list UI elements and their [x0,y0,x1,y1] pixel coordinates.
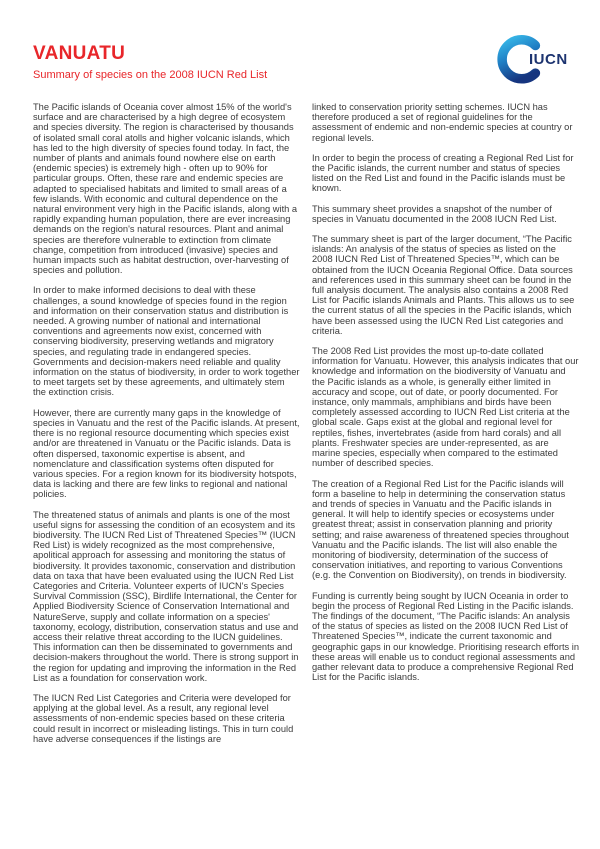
paragraph: This summary sheet provides a snapshot of the number of species in Vanuatu documented in the 2008 IUCN Red List. [312,203,557,224]
paragraph: The Pacific islands of Oceania cover almost 15% of the world's surface and are characterised by a high degree of ecosystem and species diversity. The region is characterised by thousands of isolated small coral atolls and higher volcanic islands, which has led to the high diversity of species found today. In fact, the number of plants and animals found nowhere else on earth (endemic species) is extremely high - often up to 90% for particular groups. Often, these rare and endemic species are adapted to specialised habitats and limited to small areas of a few islands. With economic and cultural dependence on the natural environment very high in the Pacific islands, along with a rapidly expanding human population, there are ever increasing demands on the region's natural resources. Plant and animal species are therefore vulnerable to extinction from climate change, competition from introduced (invasive) species and human impacts such as habitat destruction, over-harvesting of species and pollution. [33,102,298,276]
paragraph: The summary sheet is part of the larger document, “The Pacific islands: An analysis of the status of species as listed on the 2008 IUCN Red List of Threatened Species™, which can be obtained from the IUCN Oceania Regional Office. Data sources and references used in this summary sheet can be found in the full analysis document. The analysis also contains a 2008 Red List for Pacific islands Animals and Plants. This allows us to see the current status of all the species in the Pacific islands, which have been assessed using the IUCN Red List categories and criteria. [312,234,575,336]
header-titles [33,44,575,82]
paragraph: However, there are currently many gaps in the knowledge of species in Vanuatu and the rest of the Pacific islands. At present, there is no regional resource documenting which species exist and/or are threatened in Vanuatu or the Pacific islands. Data is often dispersed, taxonomic expertise is absent, and nomenclature and classification systems often disputed for various species. For a region known for its biodiversity hotspots, data is lacking and there are few links to regional and national policies. [33,407,300,500]
paragraph: In order to begin the process of creating a Regional Red List for the Pacific islands, the current number and status of species listed on the Red List and found in the Pacific islands must be known. [312,152,574,194]
paragraph: In order to make informed decisions to deal with these challenges, a sound knowledge of species found in the region and information on their conservation status and distribution is needed. A growing number of national and international conventions and agreements now exist, concerned with conserving biodiversity, preserving wetlands and migratory species, and regulating trade in endangered species. Governments and decision-makers need reliable and quality information on the status of biodiversity, in order to work together to meet targets set by these agreements, and ultimately stem the extinction crisis. [33,285,300,398]
page-title: VANUATU [33,43,126,64]
paragraph: The creation of a Regional Red List for the Pacific islands will form a baseline to help in determining the conservation status and trends of species in Vanuatu and the Pacific islands in general. It will help to identify species or ecosystems under greatest threat; assist in conservation planning and priority setting; and raise awareness of threatened species throughout Vanuatu and the Pacific islands. The list will also enable the monitoring of biodiversity, determination of the success of conservation initiatives, and reporting to various Conventions (e.g. the Convention on Biodiversity), on trends in biodiversity. [312,478,569,581]
paragraph: The IUCN Red List Categories and Criteria were developed for applying at the global level. As a result, any regional level assessments of non-endemic species based on these criteria could result in incorrect or misleading listings. This in turn could have adverse consequences if the listings are [33,692,294,744]
paragraph: Funding is currently being sought by IUCN Oceania in order to begin the process of Regional Red Listing in the Pacific islands. The findings of the document, “The Pacific islands: An analysis of the status of species as listed on the 2008 IUCN Red List of Threatened Species™, indicate the current taxonomic and geographic gaps in our knowledge. Prioritising research efforts in these areas will enable us to conduct regional assessments and gather relevant data to produce a comprehensive Regional Red List for the Pacific islands. [312,590,580,683]
column-right [312,102,579,744]
iucn-logo [497,30,575,88]
column-left [33,102,300,744]
paragraph: The 2008 Red List provides the most up-to-date collated information for Vanuatu. However, this analysis indicates that our knowledge and information on the biodiversity of Vanuatu and the Pacific islands as a whole, is generally either limited in accuracy and scope, out of date, or poorly documented. For instance, only mammals, amphibians and birds have been completely assessed according to IUCN Red List criteria at the global scale. Gaps exist at the global and regional level for reptiles, fishes, invertebrates (aside from hard corals) and all plants. Freshwater species are under-represented, as are marine species, especially when compared to the estimated number of described species. [312,346,579,469]
paragraph: The threatened status of animals and plants is one of the most useful signs for assessing the condition of an ecosystem and its biodiversity. The IUCN Red List of Threatened Species™ (IUCN Red List) is widely recognized as the most comprehensive, apolitical approach for assessing and monitoring the status of biodiversity. It provides taxonomic, conservation and distribution data on taxa that have been evaluated using the IUCN Red List Categories and Criteria. Volunteer experts of IUCN's Species Survival Commission (SSC), Birdlife International, the Center for Applied Biodiversity Science of Conservation International and NatureServe, supply and collate information on a species' taxonomy, ecology, distribution, conservation status and use and access their relative threat according to the IUCN guidelines. This information can then be disseminated to governments and decision-makers throughout the world. There is strong support in the region for updating and improving the information in the Red List as a foundation for conservation work. [33,509,299,683]
header [33,44,575,82]
page-subtitle: Summary of species on the 2008 IUCN Red List [33,68,268,81]
iucn-logo-text: IUCN [529,51,568,68]
content-columns [33,102,579,744]
paragraph: linked to conservation priority setting schemes. IUCN has therefore produced a set of regional guidelines for the assessment of endemic and non-endemic species at country or regional levels. [312,102,573,143]
